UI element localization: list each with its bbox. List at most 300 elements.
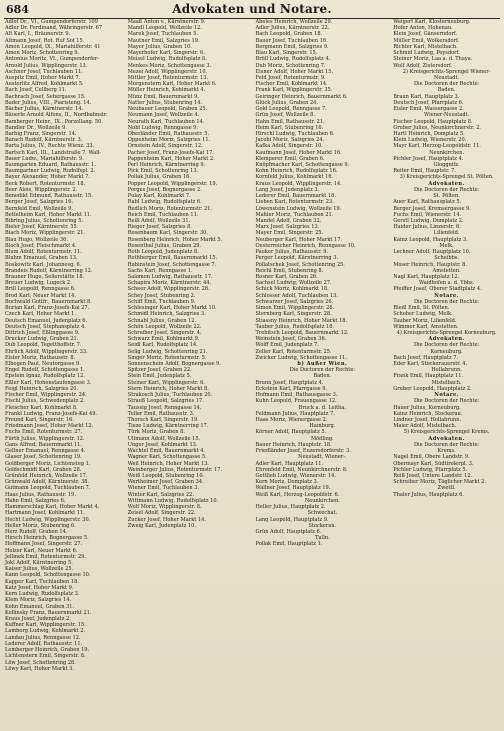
directory-entry: Reiß Adolf, Wollzeile 31. xyxy=(127,218,191,224)
directory-entry: Landau Julius, Renngasse 12. xyxy=(5,634,81,641)
directory-entry: Oesterreicher Heinrich, Renngasse 10. xyxy=(255,242,356,249)
directory-entry: Wolf Moriz, Wipplingerstr. 8. xyxy=(127,504,202,511)
directory-entry: Rieger Josef, Salzgries 8. xyxy=(127,224,192,231)
directory-entry: Tauber Julius, Rudolfsplatz 18. xyxy=(255,323,335,330)
subsection-heading: Zwettl. xyxy=(437,485,456,492)
directory-entry: Tauber Moriz, Lilienfeld. xyxy=(393,317,457,324)
subsection-heading: Mödling. xyxy=(310,435,334,442)
directory-entry: Perl Heinrich, Kärntnerring 9. xyxy=(127,162,206,169)
directory-entry: Kohn Emanuel, Graben 31. xyxy=(5,603,75,610)
directory-entry: Gerstl Ludwig, Domplatz 2. xyxy=(393,218,464,224)
directory-entry: Austerlitz Alfred, Kohlmarkt 5. xyxy=(5,81,84,88)
directory-entry: Steiner Moriz, Laa a. d. Thaya. xyxy=(393,56,473,63)
directory-entry: Perger Leopold, Kärntnerring 3. xyxy=(255,255,339,262)
directory-entry: Sachs Karl, Renngasse 1. xyxy=(127,267,193,274)
directory-entry: Bauer Ludw., Mariahilferstr. 9. xyxy=(5,155,84,162)
directory-entry: Menkes Moriz, Schottengasse 3. xyxy=(127,62,212,69)
directory-entry: Selig Ludwig, Schottenring 21. xyxy=(127,348,208,355)
directory-entry: Grün Josef, Wollzeile 8. xyxy=(255,112,315,119)
directory-entry: Pacher Josef, Franz-Josefs-Kai 17. xyxy=(127,149,214,156)
subsection-heading: Melk. xyxy=(439,242,454,249)
subsection-heading: Baden. xyxy=(437,87,456,94)
directory-entry: Bloch Josef, Fleischmarkt 4. xyxy=(5,242,77,249)
directory-entry: Barta Julius, IV., Rechte Wienz. 33. xyxy=(5,143,95,150)
directory-entry: Nobl Ludwig, Renngasse 9. xyxy=(127,124,198,131)
directory-entry: Feld Josef, Rotenturmstr. 9. xyxy=(255,74,326,81)
subsection-heading: Die Doctoren der Rechte: xyxy=(413,298,480,305)
subsection-heading: Wiener-Neustadt. xyxy=(424,112,470,119)
directory-entry: Nagel Emil, Obere Landstr. 9. xyxy=(393,454,470,461)
directory-entry: Gutmann Leopold, Tuchlauben 7. xyxy=(5,485,91,492)
directory-entry: Bibring Julius, Schottenring 5. xyxy=(5,218,84,224)
directory-entry: Klein Josef, Gänserndorf. xyxy=(393,31,458,38)
directory-entry: Obermayr Karl, Südtirolerpl. 3. xyxy=(393,460,474,467)
directory-entry: Haas Julius, Rathausstr. 19. xyxy=(5,491,76,498)
directory-entry: Auer Karl, Rathausplatz 5. xyxy=(393,199,462,206)
subsection-heading: Hainburg. xyxy=(309,423,336,430)
directory-entry: Buchwald Gottfr., Bauernmarkt 8. xyxy=(5,298,92,305)
directory-entry: Lang Josef, Judenplatz 3. xyxy=(255,186,320,193)
directory-entry: Kuffner Karl, Wipplingerstr. 15. xyxy=(5,622,86,629)
directory-entry: Teller Emil, Rathausstr. 3. xyxy=(127,410,195,417)
columns-container xyxy=(4,19,500,725)
directory-entry: Schmidl Heinrich, Salzgries 3. xyxy=(127,311,206,318)
directory-entry: Wolf Adolf, Zistersdorf. xyxy=(393,62,453,69)
directory-entry: Kornfeld Julius, Kohlmarkt 16. xyxy=(255,174,334,181)
subsection-heading: Bruck a. d. Leitha. xyxy=(298,404,347,411)
directory-entry: Adler Dr. Ferdinand, Währingerstr. 67 xyxy=(5,25,103,32)
directory-entry: Mezei Adolf, Wipplingerstr. 10. xyxy=(127,68,208,75)
directory-entry: Roth Leopold, Judenplatz 8. xyxy=(127,249,199,256)
directory-entry: Pulay Karl, Kohlmarkt 7. xyxy=(127,193,191,200)
directory-entry: Schey Josef, Stubenring 2. xyxy=(127,292,196,299)
directory-entry: Hofmann Emil, Rathausgasse 3. xyxy=(255,392,338,399)
directory-entry: Grünfeld Heinrich, Wollzeile 17. xyxy=(5,472,88,479)
directory-entry: Schlesinger Karl, Hoher Markt 10. xyxy=(127,305,217,312)
directory-entry: Reichl Emil, Stubenring 8. xyxy=(255,267,324,274)
directory-entry: Haider Julius, Linzerstr. 6. xyxy=(393,224,461,231)
subsection-heading: Neunkirchen. xyxy=(304,497,340,504)
directory-entry: Antonius Moritz, VI., Gumpendorfer- xyxy=(5,56,100,63)
directory-entry: Brod Karl, Neuer Markt 14. xyxy=(5,292,76,299)
directory-entry: Brunn Josef, Hauptplatz 4. xyxy=(255,379,324,386)
directory-entry: Dub Moriz, Schottenring 7. xyxy=(255,62,326,69)
directory-entry: Scheer Adolf, Wipplingerstr. 28. xyxy=(127,286,210,293)
subsection-heading: Die Doctoren der Rechte: xyxy=(413,342,480,349)
directory-entry: Pollak Emil, Hauptplatz 1. xyxy=(255,541,323,548)
directory-entry: Münz Emil, Bauernmarkt 9. xyxy=(127,93,199,100)
subsection-heading: Stockerau. xyxy=(308,522,337,529)
directory-entry: Brüll Ludwig, Rudolfsplatz 4. xyxy=(255,56,331,63)
directory-entry: Weigert Karl, Klosterneuburg. xyxy=(393,19,471,25)
directory-entry: Altmann Josef, Rot. Ruf Sof 15. xyxy=(5,37,85,44)
directory-entry: Blum Adolf, Rotenturmstr. 11. xyxy=(5,249,82,256)
directory-entry: Blau Karl, Singerstr. 15. xyxy=(255,50,318,57)
directory-entry: Bader Julius, VIII., Piaristeng. 14. xyxy=(5,99,92,106)
directory-entry: Reiter Emil, Hauptstr. 7. xyxy=(393,168,456,175)
directory-entry: Neurath Karl, Tuchlauben 14. xyxy=(127,118,205,125)
section-heading: Advokaten. xyxy=(428,336,465,343)
directory-entry: Rothberger Emil, Bauernmarkt 15. xyxy=(127,255,218,262)
directory-entry: Beer Alois, Wipplingerstr. 2. xyxy=(5,186,78,193)
subsection-heading: Die Doctoren der Rechte: xyxy=(413,186,480,193)
directory-entry: Schlosser Adolf, Tuchlauben 13. xyxy=(255,292,338,299)
directory-entry: Körner Adolf, Hauptplatz 5. xyxy=(255,429,327,436)
directory-entry: Baumgarten Eduard, Rathausstr. 1. xyxy=(5,162,96,169)
directory-entry: Grünwald Adolf, Kärntnerstr. 38. xyxy=(5,479,89,486)
directory-entry: Amon Leopold, IX., Mariahilferstr. 41 xyxy=(5,43,101,50)
subsection-heading: Gloggnitz. xyxy=(433,162,460,169)
directory-entry: Burian Karl, Franz-Josefs-Kai 27. xyxy=(5,305,90,312)
section-heading: Advokaten. xyxy=(428,435,465,442)
directory-entry: Maier Adolf, Mistelbach. xyxy=(393,423,457,430)
directory-entry: Breuer Ludwig, Lugeck 2. xyxy=(5,280,72,287)
directory-entry: Natter Julius, Stubenring 14. xyxy=(127,99,203,106)
directory-entry: Kainz Leopold, Hauptplatz 3. xyxy=(393,236,468,243)
section-heading: b) Außer Wien. xyxy=(297,361,348,368)
directory-entry: Hecht Ludwig, Wipplingerstr. 30. xyxy=(5,516,91,523)
page-number: 684 xyxy=(6,3,29,16)
directory-entry: Müller Heinrich, Kohlmarkt 4. xyxy=(127,87,206,94)
directory-entry: Redlich Moriz, Rotenturmstr. 21. xyxy=(127,205,213,212)
directory-entry: Mayr Karl, Herzog-Leopoldstr. 11. xyxy=(393,143,481,150)
directory-entry: Hartmann Josef, Kohlmarkt 11. xyxy=(5,510,85,517)
directory-entry: Popper Leopold, Wipplingerstr. 19. xyxy=(127,180,218,187)
directory-entry: Bach Josef, Cellberg 11. xyxy=(5,87,67,94)
subsection-heading: Scheibbs. xyxy=(434,255,459,262)
directory-entry: Schön Leopold, Wollzeile 22. xyxy=(127,323,202,330)
page-header xyxy=(4,3,500,19)
directory-entry: Gellner Emanuel, Renngasse 4. xyxy=(5,448,86,455)
subsection-heading: Die Doctoren der Rechte: xyxy=(413,398,480,405)
directory-entry: Mandl Leopold, Wollzeile 12. xyxy=(127,25,202,32)
directory-entry: Lichtenstern Emil, Singerstr. 8. xyxy=(5,653,86,660)
directory-entry: Engel Rudolf, Schottengasse 1. xyxy=(5,367,85,374)
directory-entry: Lederer Emil, Bauernmarkt 18. xyxy=(255,193,336,200)
directory-entry: Friedmann Josef, Hoher Markt 12. xyxy=(5,423,94,430)
directory-entry: Freund Karl, Singerstr. 16. xyxy=(5,417,74,423)
directory-entry: Goldberger Moriz, Lichtensteg 1. xyxy=(5,460,91,467)
subsection-heading: St. Pölten. xyxy=(433,193,460,200)
directory-entry: Thaler Julius, Hauptplatz 6. xyxy=(393,491,464,498)
directory-entry: Zeller Karl, Rotenturmstr. 25. xyxy=(255,348,332,355)
directory-entry: Heller Julius, Hauptplatz 2. xyxy=(255,504,326,511)
directory-entry: Gans Alfred, Bauernmarkt 11. xyxy=(5,441,82,448)
directory-entry: Haas Moriz, Wienergasse 2. xyxy=(255,417,328,423)
directory-entry: Jellinek Emil, Rotenturmstr. 29. xyxy=(5,553,86,560)
directory-entry: Frank Karl, Wipplingerstr. 35. xyxy=(255,87,333,94)
directory-entry: Boskowitz Karl, Johannesg. 6. xyxy=(5,261,82,268)
directory-entry: Eckstein Karl, Pfarrgasse 9. xyxy=(255,385,328,392)
directory-entry: Lieben Karl, Rotenturmstr. 23. xyxy=(255,199,334,206)
directory-entry: Braun Karl, Hauptplatz 3. xyxy=(393,93,460,100)
directory-entry: Heller Moriz, Stubenring 6. xyxy=(5,522,76,529)
directory-entry: Dittrich Josef, Eßlinggasse 9. xyxy=(5,329,80,336)
directory-entry: Zucker Josef, Hoher Markt 14. xyxy=(127,516,206,523)
directory-entry: Richter Karl, Mistelbach. xyxy=(393,43,458,50)
directory-entry: Fürth Julius, Wipplingerstr. 12. xyxy=(5,435,85,442)
directory-entry: Grün Adolf, Hauptplatz 6. xyxy=(255,528,322,535)
directory-entry: Müller Emil, Wolkersdorf. xyxy=(393,37,460,44)
directory-entry: Deutsch Josef, Pfarrplatz 6. xyxy=(393,99,464,106)
directory-entry: Türk Moriz, Graben 8. xyxy=(127,429,185,436)
directory-entry: Morgenstern Karl, Hoher Markt 6. xyxy=(127,81,217,88)
directory-entry: Seidl Karl, Rudolfsplatz 14. xyxy=(127,342,198,349)
directory-entry: Steiner Karl, Wipplingerstr. 6. xyxy=(127,379,205,386)
directory-entry: Bandler Dr., Wollzeile 9. xyxy=(5,124,67,131)
directory-entry: Tieze Ludwig, Kärntnerring 17. xyxy=(127,423,209,430)
subsection-heading: Korneuburg. xyxy=(430,348,463,355)
directory-entry: Spitzer Josef, Graben 22. xyxy=(127,367,192,374)
directory-entry: Hirschl Ludwig, Tuchlauben 6. xyxy=(255,130,335,137)
directory-entry: Benedikt Edmund, Rathausstr. 15. xyxy=(5,193,93,200)
directory-entry: Hirsch Heinrich, Bognergasse 5. xyxy=(5,535,89,542)
directory-entry: Wagner Karl, Schottengasse 5. xyxy=(127,454,207,461)
directory-entry: Strakosch Julius, Tuchlauben 20. xyxy=(127,392,213,399)
directory-entry: Eisler Emil, Wassergasse 2. xyxy=(393,106,464,113)
directory-entry: Fischer Leopold, Hauptplatz 8. xyxy=(393,118,473,125)
directory-entry: Wiener Emil, Tuchlauben 3. xyxy=(127,485,200,492)
directory-entry: Bamberger Heinr., IX., Porzellang. 50. xyxy=(5,118,103,125)
directory-entry: Weiß Leopold, Stubenring 10. xyxy=(127,472,205,479)
directory-entry: Ornstein Adolf, Singerstr. 12. xyxy=(127,143,203,150)
directory-entry: Schreiber Moriz, Täglicher Markt 2. xyxy=(393,479,486,486)
directory-entry: Rosner Karl, Graben 26. xyxy=(255,273,318,280)
directory-entry: Schwarzer Josef, Salzgries 26. xyxy=(255,298,334,305)
directory-entry: Hofer Anton, Hohenau. xyxy=(393,25,453,32)
directory-entry: Eßler Karl, Hohenstaufengasse 3. xyxy=(5,379,92,386)
subsection-heading: Tulln. xyxy=(315,535,330,542)
directory-entry: Fischl Julius, Schwedenplatz 2. xyxy=(5,398,85,405)
directory-entry: Singer Moriz, Rotenturmstr. 5. xyxy=(127,354,207,361)
subsection-heading: Die Doctoren der Rechte: xyxy=(289,367,355,374)
directory-entry: Lemberger Heinrich, Graben 19. xyxy=(5,647,90,654)
directory-entry: Stiassny Heinrich, Hoher Markt 18. xyxy=(255,317,348,324)
directory-entry: Weinstein Josef, Graben 36. xyxy=(255,336,327,343)
directory-entry: Epstein Ignaz, Rudolfsplatz 12. xyxy=(5,373,85,380)
directory-column-3 xyxy=(255,19,390,725)
directory-entry: Schnabl Julius, Graben 12. xyxy=(127,317,197,324)
subsection-heading: 3) Kreisgerichts-Sprengel St. Pölten. xyxy=(399,174,494,181)
directory-entry: Fischer Emil, Kohlmarkt 14. xyxy=(255,81,328,88)
directory-entry: Hoffmann Josef, Singerstr. 27. xyxy=(5,541,83,548)
directory-entry: Adler Karl, Hauptplatz 11. xyxy=(255,460,324,467)
directory-entry: Weil Heinrich, Hoher Markt 13. xyxy=(127,460,209,467)
directory-entry: Mayer Emil, Singerstr. 25. xyxy=(255,230,324,237)
directory-entry: Abeles Heinrich, Wollzeile 29. xyxy=(255,19,333,25)
subsection-heading: 4) Kreisgerichts-Sprengel Korneuburg. xyxy=(396,329,497,336)
directory-entry: Kern Moriz, Domplatz 3. xyxy=(255,479,319,486)
directory-entry: Pichler Ludwig, Pfarrplatz 5. xyxy=(393,466,468,473)
directory-entry: Kapper Karl, Tuchlauben 18. xyxy=(5,578,79,585)
directory-entry: Aschner Josef, Tuchlauben 11. xyxy=(5,68,83,75)
directory-entry: Feldmann Julius, Hauptplatz 7. xyxy=(255,410,335,417)
directory-entry: Auspitz Emil, Hoher Markt 7. xyxy=(5,74,81,81)
subsection-heading: 2) Kreisgerichts-Sprengel Wiener- xyxy=(402,68,491,75)
directory-entry: Blau Hugo, Wollzeile 36. xyxy=(5,236,68,243)
directory-entry: Kann Leopold, Schottengasse 10. xyxy=(5,572,91,579)
directory-entry: Marx Josef, Salzgries 13. xyxy=(255,224,320,231)
directory-entry: Zweig Karl, Judenplatz 10. xyxy=(127,522,196,529)
directory-entry: Kainz Heinrich, Stockerau. xyxy=(393,410,463,417)
directory-entry: Holzer Karl, Neuer Markt 6. xyxy=(5,547,78,554)
subsection-heading: Neustadt, Wiener-. xyxy=(298,454,347,461)
directory-entry: Hammerschlag Karl, Hoher Markt 4. xyxy=(5,504,100,511)
directory-entry: Hahn Emil, Salzgries 6. xyxy=(5,497,66,504)
directory-entry: Friedländer Josef, Enzersdorferstr. 3. xyxy=(255,448,351,455)
directory-entry: Kraus Leopold, Wipplingerstr. 14. xyxy=(255,180,342,187)
directory-entry: Oberländer Emil, Rathausstr. 5. xyxy=(127,130,210,137)
directory-entry: Schick Moriz, Kohlmarkt 18. xyxy=(255,286,329,293)
directory-entry: Löwenstein Ludwig, Wollzeile 19. xyxy=(255,205,342,212)
directory-entry: Rabl Ludwig, Rudolfsplatz 6. xyxy=(127,199,202,206)
directory-entry: Brauner Hugo, Seilerstätte 18. xyxy=(5,273,85,280)
directory-entry: Adlof Dr., VI., Gumpendorferstr. 109 xyxy=(5,19,98,25)
directory-entry: Mahler Moriz, Tuchlauben 21. xyxy=(255,211,334,218)
directory-entry: Neubauer Leopold, Graben 25. xyxy=(127,106,208,113)
directory-entry: Knöpfmacher Karl, Schottengasse 9. xyxy=(255,162,350,169)
directory-entry: Bernfeld Emil, Wollzeile 9. xyxy=(5,205,73,212)
directory-entry: Eder Karl, Stockerauerstr. 4. xyxy=(393,361,468,368)
directory-entry: Gruber Leopold, Hauptplatz 2. xyxy=(393,385,472,392)
directory-entry: Barach Rudolf, Kärntnerstr. 3. xyxy=(5,137,83,144)
directory-entry: Sonnenschein Adolf, Bognergasse 9. xyxy=(127,361,221,368)
subsection-heading: Die Doctoren der Rechte: xyxy=(413,441,480,448)
directory-entry: Deutsch Emanuel, Judenplatz 6. xyxy=(5,317,88,324)
directory-entry: Dub Leopold, Tegetthoffstr. 7. xyxy=(5,342,82,349)
directory-entry: Lang Leopold, Hauptplatz 9. xyxy=(255,516,329,523)
directory-entry: Strauß Leopold, Salzgries 17. xyxy=(127,398,204,405)
directory-entry: Gruber Julius, Neunkirchnerstr. 2. xyxy=(393,124,481,131)
subsection-heading: Hollabrunn. xyxy=(431,367,462,374)
directory-entry: Lechner Adolf, Hauptplatz 10. xyxy=(393,249,471,256)
directory-entry: Ehrlich Adolf, Wipplingerstr. 33. xyxy=(5,348,88,355)
directory-entry: Herz Rudolf, Graben 14. xyxy=(5,528,68,535)
directory-entry: Bach Leopold, Graben 18. xyxy=(255,31,323,38)
subsection-heading: Lilienfeld. xyxy=(433,230,460,237)
directory-entry: Sternberg Karl, Singerstr. 28. xyxy=(255,311,332,318)
section-heading: Notare. xyxy=(434,392,459,399)
directory-entry: Mittler Josef, Rotenturmstr. 13. xyxy=(127,74,209,81)
directory-entry: Pauker Julius, Rathausstr. 9. xyxy=(255,249,329,256)
directory-entry: Mayer Julius, Graben 10. xyxy=(127,43,192,50)
directory-entry: Glück Julius, Graben 24. xyxy=(255,99,318,106)
directory-entry: Bluhm Emanuel, Graben 13. xyxy=(5,255,78,262)
directory-entry: Heim Karl, Stubenring 16. xyxy=(255,124,324,131)
directory-entry: Mautner Emil, Salzgries 19. xyxy=(127,37,200,44)
directory-entry: Pollak Julius, Graben 16. xyxy=(127,174,191,181)
directory-entry: Pick Emil, Schottenring 13. xyxy=(127,168,199,175)
directory-entry: Simon Emil, Wipplingerstr. 26. xyxy=(255,305,335,312)
directory-entry: Schreiber Josef, Singerstr. 4. xyxy=(127,329,202,336)
directory-column-1 xyxy=(4,19,124,725)
directory-entry: Stern Heinrich, Hoher Markt 8. xyxy=(127,385,209,392)
directory-entry: Lamberg Ludwig, Kohlmarkt 2. xyxy=(5,628,86,635)
directory-entry: Reich Emil, Tuchlauben 11. xyxy=(127,211,199,218)
directory-entry: Klemperer Emil, Graben 6. xyxy=(255,155,325,162)
directory-entry: Moser Heinrich, Hauptstr. 8. xyxy=(393,261,468,268)
directory-entry: Weinberger Julius, Rotenturmstr. 17. xyxy=(127,466,223,473)
directory-entry: Wolff Emil, Judenplatz 7. xyxy=(255,342,319,349)
subsection-heading: Amstetten. xyxy=(432,267,461,274)
directory-entry: Hartl Heinrich, Domplatz 5. xyxy=(393,130,465,137)
directory-entry: Rosenberg Heinrich, Hoher Markt 5. xyxy=(127,236,223,243)
directory-entry: Gold Leopold, Renngasse 7. xyxy=(255,106,327,113)
directory-entry: Winter Karl, Salzgries 22. xyxy=(127,491,194,498)
directory-entry: Rosenbaum Karl, Singerstr. 30. xyxy=(127,230,208,237)
section-heading: Advokaten. xyxy=(428,180,465,187)
directory-entry: Maaß Anton v., Kärntnerstr. 9. xyxy=(127,19,206,25)
directory-entry: Trebitsch Leopold, Bauernmarkt 12. xyxy=(255,329,349,336)
directory-entry: Wachtel Emil, Bauernmarkt 4. xyxy=(127,448,206,455)
subsection-heading: Schwechat. xyxy=(307,510,338,517)
directory-entry: Kuhn Leopold, Frauengasse 12. xyxy=(255,398,337,405)
directory-entry: Eisner Adolf, Hoher Markt 15. xyxy=(255,68,334,75)
directory-column-4 xyxy=(392,19,500,725)
directory-entry: Weiß Karl, Herzog-Leopoldstr. 6. xyxy=(255,491,340,498)
directory-entry: Drucker Ludwig, Graben 21. xyxy=(5,336,79,343)
directory-entry: Kaufmann Josef, Hoher Markt 16. xyxy=(255,149,342,156)
directory-entry: Lederer Adolf, Rathausstr. 11. xyxy=(5,640,83,647)
directory-entry: Brill Leopold, Renngasse 6. xyxy=(5,286,76,293)
directory-entry: Kaiser Julius, Wollzeile 25. xyxy=(5,566,74,573)
directory-entry: Meisel Ludwig, Rudolfsplatz 8. xyxy=(127,56,207,63)
directory-entry: Deutsch Josef, Stephansplatz 4. xyxy=(5,323,86,330)
directory-entry: Alt Karl, I., Bräunerstr. 9. xyxy=(5,31,71,38)
directory-entry: Sachsel Ludwig, Wollzeile 27. xyxy=(255,280,332,287)
directory-entry: Arnold Julius, Wipplingerstr. 13. xyxy=(5,62,88,69)
directory-entry: Bäuerle Arnold Alfons, II., Nordbahnstr. xyxy=(5,112,108,119)
directory-entry: Berger Josef, Salzgries 16. xyxy=(5,199,74,206)
directory-column-2 xyxy=(127,19,252,725)
directory-entry: Frankl Ludwig, Franz-Josefs-Kai 49. xyxy=(5,410,98,417)
directory-entry: Bieler Josef, Kärntnerstr. 55. xyxy=(5,224,79,231)
directory-entry: Hauer Julius, Korneuburg. xyxy=(393,404,461,411)
directory-entry: Bauer Josef, Tuchlauben 16. xyxy=(255,37,328,44)
directory-entry: Schiff Emil, Tuchlauben 9. xyxy=(127,298,196,305)
directory-entry: Bächer Julius, Kärntnerstr. 14. xyxy=(5,106,84,113)
directory-entry: Wittmann Ludwig, Rudolfsplatz 10. xyxy=(127,497,219,504)
directory-entry: Brandeis Rudolf, Kärntnerring 12. xyxy=(5,267,93,274)
directory-entry: Taussig Josef, Renngasse 14. xyxy=(127,404,202,411)
directory-entry: Pfeiffer Josef, Oberer Stadtplatz 4. xyxy=(393,286,482,293)
directory-entry: Pichler Josef, Hauptplatz 4. xyxy=(393,155,464,162)
directory-entry: Oppenheim Moriz, Salzgries 11. xyxy=(127,137,211,144)
directory-entry: Unger Josef, Kohlmarkt 13. xyxy=(127,441,198,448)
directory-entry: Goldschmidt Karl, Graben 28. xyxy=(5,466,82,473)
directory-entry: Fuchs Emil, Wienerstr. 14. xyxy=(393,211,462,218)
directory-entry: Glaser Josef, Schottenring 19. xyxy=(5,454,82,461)
directory-entry: Kraus Josef, Judenplatz 2. xyxy=(5,616,71,622)
directory-entry: Zwicker Ludwig, Schottengasse 11. xyxy=(255,354,347,361)
directory-entry: Bachrach Josef, Sehergasse 15. xyxy=(5,93,86,100)
directory-entry: Mayerhofer Karl, Singerstr. 6. xyxy=(127,50,205,57)
directory-entry: Bergmann Emil, Salzgries 9. xyxy=(255,43,329,50)
directory-entry: Reiß Josef, Untere Landstr. 12. xyxy=(393,472,473,479)
directory-entry: Thorsch Karl, Singerstr. 19. xyxy=(127,417,199,423)
directory-entry: Czech Karl, Hoher Markt 1. xyxy=(5,311,76,318)
directory-entry: Wertheimer Josef, Graben 34. xyxy=(127,479,204,486)
directory-entry: Schwarz Emil, Kohlmarkt 9. xyxy=(127,336,200,343)
directory-entry: Marek Josef, Tuchlauben 5. xyxy=(127,31,198,38)
directory-entry: Porges Josef, Bognergasse 2. xyxy=(127,186,202,193)
directory-entry: Lindner Josef, Hollabrunn. xyxy=(393,417,462,423)
running-title: Advokaten und Notare. xyxy=(172,2,332,16)
directory-entry: Hahn Emil, Rathausstr. 21. xyxy=(255,118,325,125)
directory-entry: Feigl Heinrich, Salzgries 20. xyxy=(5,385,79,392)
directory-entry: Schapira Moriz, Kärntnerstr. 44. xyxy=(127,280,212,287)
directory-entry: Bauer Heinrich, Hauptstr. 18. xyxy=(255,441,332,448)
